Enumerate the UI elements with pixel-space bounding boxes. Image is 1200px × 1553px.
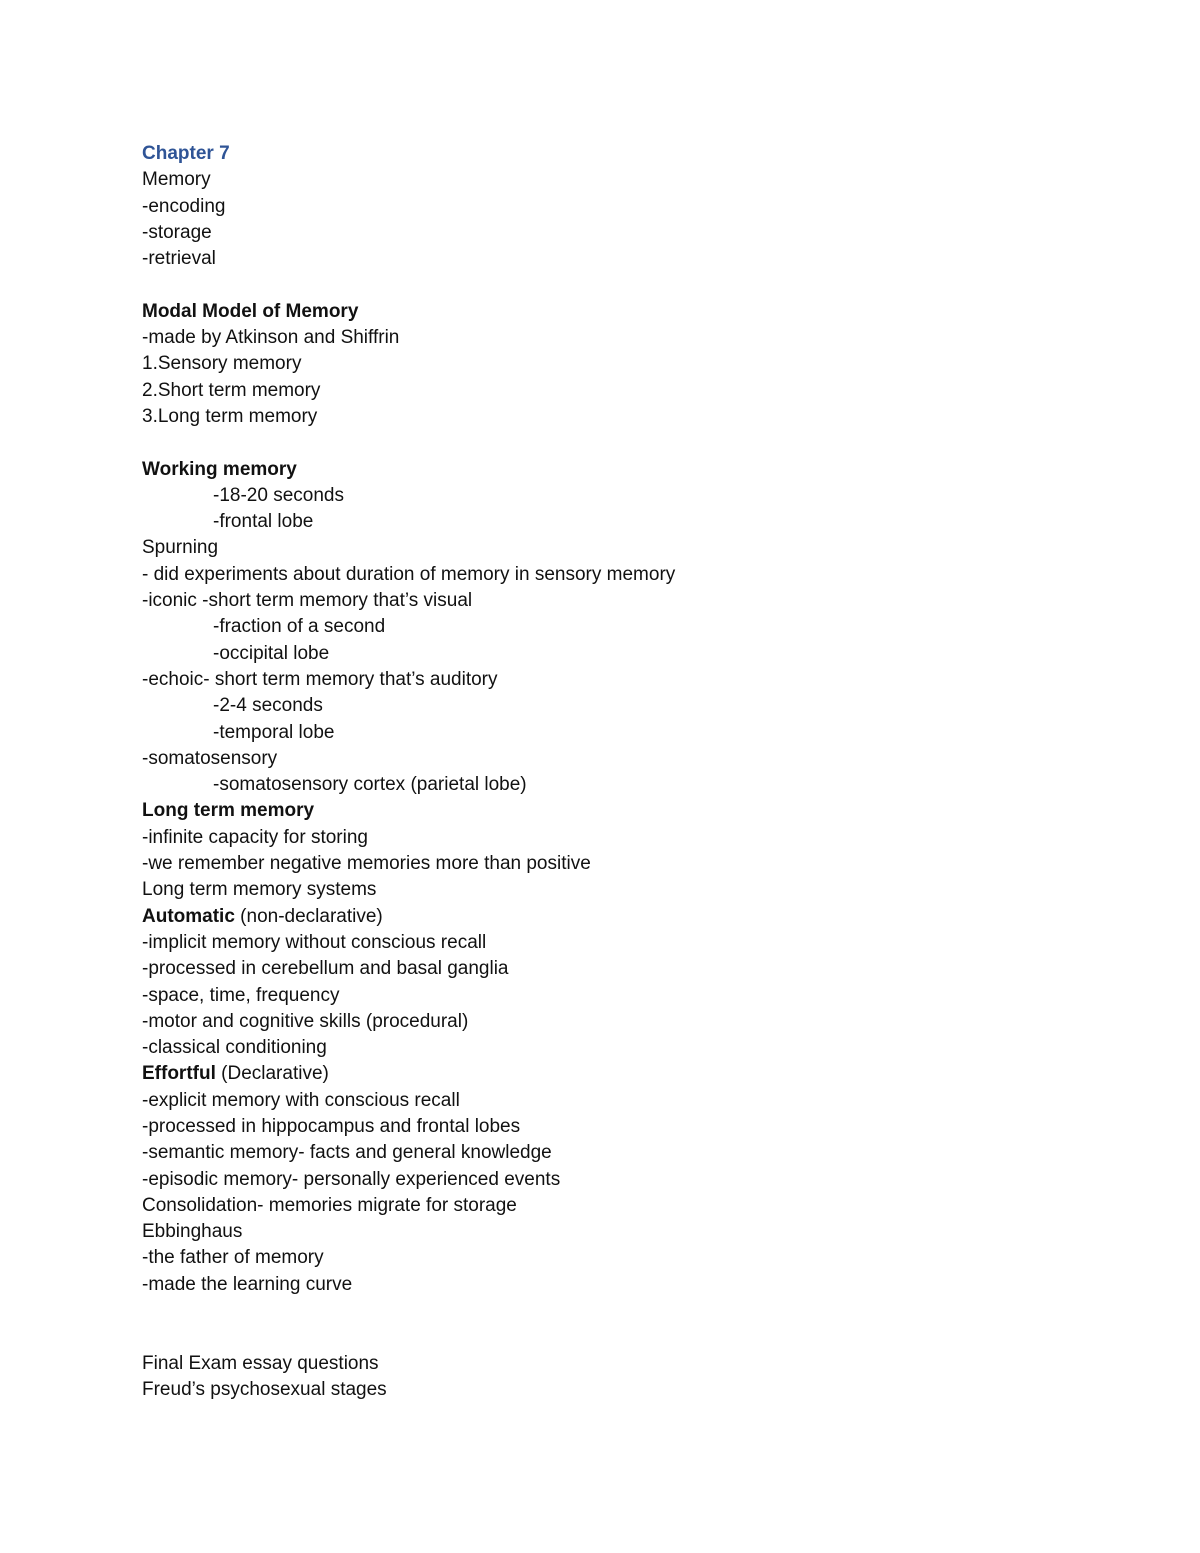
long-term-item: -infinite capacity for storing <box>142 826 368 848</box>
echoic-item: -temporal lobe <box>213 721 335 743</box>
ebbinghaus-item: -made the learning curve <box>142 1273 353 1295</box>
automatic-item: -motor and cognitive skills (procedural) <box>142 1010 469 1032</box>
echoic-line: -echoic- short term memory that’s auditory <box>142 668 498 690</box>
effortful-item: -explicit memory with conscious recall <box>142 1089 460 1111</box>
document-content <box>142 141 1062 1403</box>
somatosensory-item: -somatosensory cortex (parietal lobe) <box>213 774 527 796</box>
memory-item: -storage <box>142 221 212 243</box>
effortful-title: Effortful <box>142 1063 216 1085</box>
chapter-title: Chapter 7 <box>142 143 230 164</box>
effortful-item: -episodic memory- personally experienced events <box>142 1168 561 1190</box>
long-term-systems: Long term memory systems <box>142 879 377 901</box>
working-memory-title: Working memory <box>142 458 297 480</box>
spacer <box>142 1298 1062 1351</box>
spurning-title: Spurning <box>142 537 219 559</box>
automatic-subtitle: (non-declarative) <box>234 905 383 927</box>
modal-model-item: 3.Long term memory <box>142 405 318 427</box>
long-term-title: Long term memory <box>142 800 315 822</box>
effortful-item: -semantic memory- facts and general knowledge <box>142 1142 552 1164</box>
effortful-subtitle: (Declarative) <box>215 1063 329 1085</box>
ebbinghaus-title: Ebbinghaus <box>142 1221 243 1243</box>
iconic-item: -occipital lobe <box>213 642 330 664</box>
working-memory-item: -18-20 seconds <box>213 484 344 506</box>
memory-item: -retrieval <box>142 248 216 270</box>
ebbinghaus-item: -the father of memory <box>142 1247 324 1269</box>
modal-model-item: 2.Short term memory <box>142 379 321 401</box>
automatic-title: Automatic <box>142 905 235 927</box>
final-exam-item: Freud’s psychosexual stages <box>142 1378 387 1400</box>
modal-model-item: -made by Atkinson and Shiffrin <box>142 327 400 349</box>
automatic-item: -implicit memory without conscious recall <box>142 931 487 953</box>
modal-model-title: Modal Model of Memory <box>142 300 359 322</box>
long-term-item: -we remember negative memories more than positive <box>142 853 591 875</box>
automatic-item: -processed in cerebellum and basal ganglia <box>142 958 509 980</box>
modal-model-item: 1.Sensory memory <box>142 353 302 375</box>
automatic-item: -classical conditioning <box>142 1037 327 1059</box>
spacer <box>142 430 1062 456</box>
spurning-description: - did experiments about duration of memory in sensory memory <box>142 563 676 585</box>
working-memory-item: -frontal lobe <box>213 511 314 533</box>
spacer <box>142 272 1062 298</box>
memory-item: -encoding <box>142 195 226 217</box>
effortful-item: -processed in hippocampus and frontal lobes <box>142 1115 521 1137</box>
automatic-item: -space, time, frequency <box>142 984 340 1006</box>
iconic-item: -fraction of a second <box>213 616 386 638</box>
final-exam-title: Final Exam essay questions <box>142 1352 379 1374</box>
memory-title: Memory <box>142 169 211 191</box>
iconic-line: -iconic -short term memory that’s visual <box>142 590 473 612</box>
somatosensory-line: -somatosensory <box>142 747 278 769</box>
consolidation-line: Consolidation- memories migrate for storage <box>142 1194 517 1216</box>
echoic-item: -2-4 seconds <box>213 695 323 717</box>
